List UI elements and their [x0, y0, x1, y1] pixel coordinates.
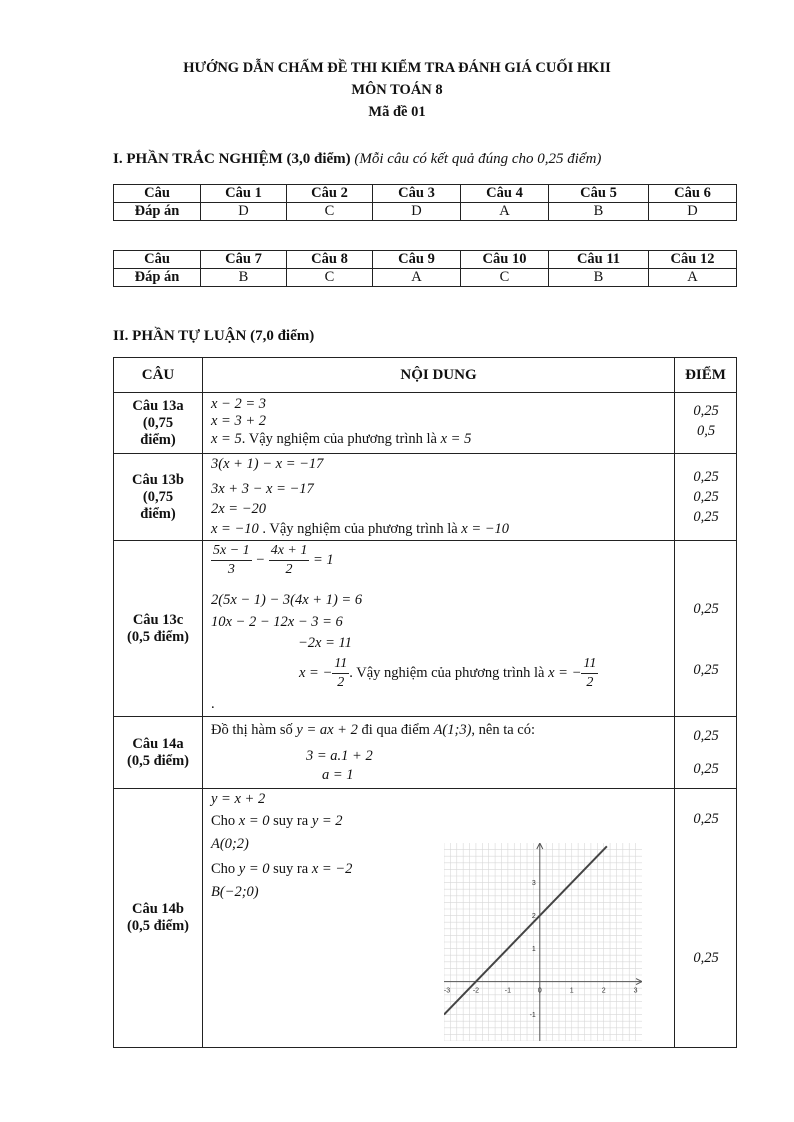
math: x = −	[299, 664, 333, 681]
question-cell: Câu 1	[201, 185, 287, 203]
question-cell: Câu 8	[287, 251, 373, 269]
question-label: Câu 13b (0,75 điểm)	[114, 454, 203, 541]
table-row	[114, 789, 737, 1048]
trailing-dot: .	[211, 696, 215, 712]
step-line: y = x + 2	[211, 791, 266, 807]
math: y = 2	[311, 813, 343, 829]
row-label: Câu	[114, 185, 201, 203]
answer-cell: D	[649, 203, 737, 221]
x-tick-label: -1	[504, 987, 511, 995]
fraction	[211, 542, 252, 579]
col-question: CÂU	[114, 358, 203, 393]
step-line: a = 1	[322, 767, 354, 783]
step-line	[211, 861, 352, 878]
question-cell: Câu 6	[649, 185, 737, 203]
question-cell: Câu 4	[461, 185, 549, 203]
row-label: Đáp án	[114, 203, 201, 221]
answer-cell: C	[287, 203, 373, 221]
numerator: 11	[581, 655, 598, 674]
math: x = −	[548, 664, 582, 681]
math: x = −2	[311, 861, 353, 877]
part1-note: (Mỗi câu có kết quả đúng cho 0,25 điểm)	[354, 151, 602, 167]
table-row	[114, 541, 737, 717]
answer-cell: A	[649, 269, 737, 287]
math: y = ax + 2	[296, 722, 358, 738]
math: x = 5	[211, 431, 242, 447]
answer-cell: B	[549, 269, 649, 287]
fraction	[332, 655, 349, 692]
answer-cell: C	[461, 269, 549, 287]
table-row	[114, 454, 737, 541]
conclusion-line	[211, 431, 471, 448]
question-label: Câu 13a (0,75 điểm)	[114, 393, 203, 454]
text: Cho	[211, 861, 239, 877]
operator: −	[255, 551, 266, 568]
x-tick-label: 2	[601, 987, 606, 995]
statement-line	[211, 722, 535, 739]
table-row	[114, 251, 737, 269]
numerator: 11	[332, 655, 349, 674]
conclusion-line	[211, 521, 509, 538]
answer-cell: A	[461, 203, 549, 221]
text: suy ra	[269, 813, 312, 829]
row-label: Câu	[114, 251, 201, 269]
x-tick-label: -2	[472, 987, 480, 995]
part1-heading-text: I. PHẦN TRẮC NGHIỆM (3,0 điểm)	[113, 151, 351, 167]
question-cell: Câu 9	[373, 251, 461, 269]
answer-content	[203, 717, 675, 789]
operator: = 1	[313, 551, 334, 568]
step-line: −2x = 11	[298, 635, 352, 651]
table-row	[114, 269, 737, 287]
table-row	[114, 717, 737, 789]
math: x = −10	[461, 521, 510, 537]
x-tick-label: 1	[569, 987, 574, 995]
question-label: Câu 14b (0,5 điểm)	[114, 789, 203, 1048]
question-cell: Câu 12	[649, 251, 737, 269]
answer-cell: A	[373, 269, 461, 287]
points-cell	[675, 717, 737, 789]
text: suy ra	[269, 861, 312, 877]
doc-subject: MÔN TOÁN 8	[351, 82, 443, 98]
x-tick-label: -3	[444, 987, 451, 995]
point-value: 0,25	[693, 601, 719, 617]
answer-content	[203, 541, 675, 717]
step-line	[211, 813, 343, 830]
point-value: 0,25	[693, 469, 719, 485]
question-cell: Câu 11	[549, 251, 649, 269]
text: , nên ta có:	[471, 722, 536, 738]
point-value: 0,25	[693, 509, 719, 525]
math: A(1;3)	[433, 722, 472, 738]
point-a: A(0;2)	[211, 836, 249, 852]
x-tick-label: 3	[633, 987, 638, 995]
step-line: x − 2 = 3	[211, 396, 267, 412]
step-line: 2(5x − 1) − 3(4x + 1) = 6	[211, 592, 363, 608]
step-line: 3x + 3 − x = −17	[211, 481, 314, 497]
points-cell	[675, 541, 737, 717]
question-cell: Câu 3	[373, 185, 461, 203]
y-tick-label: 3	[531, 880, 536, 888]
denominator: 2	[285, 562, 293, 577]
fraction-equation	[211, 542, 334, 579]
answer-content	[203, 789, 675, 1048]
table-row	[114, 203, 737, 221]
answer-cell: C	[287, 269, 373, 287]
part1-heading	[113, 151, 601, 168]
answer-cell: D	[201, 203, 287, 221]
y-tick-label: 2	[531, 913, 536, 921]
col-points: ĐIỂM	[675, 358, 737, 393]
y-tick-label: -1	[529, 1012, 536, 1020]
table-header	[114, 358, 737, 393]
points-cell	[675, 789, 737, 1048]
point-value: 0,25	[693, 403, 719, 419]
x-tick-label: 0	[537, 987, 542, 995]
answer-cell: B	[201, 269, 287, 287]
step-line: x = 3 + 2	[211, 413, 267, 429]
point-value: 0,25	[693, 728, 719, 744]
point-value: 0,25	[693, 811, 719, 827]
text: đi qua điểm	[357, 722, 434, 738]
table-row	[114, 393, 737, 454]
step-line: 10x − 2 − 12x − 3 = 6	[211, 614, 343, 630]
numerator: 4x + 1	[269, 542, 310, 561]
answer-cell: D	[373, 203, 461, 221]
question-cell: Câu 7	[201, 251, 287, 269]
conclusion-line	[299, 655, 598, 692]
col-content: NỘI DUNG	[203, 358, 675, 393]
step-line: 3 = a.1 + 2	[306, 748, 373, 764]
question-label: Câu 13c (0,5 điểm)	[114, 541, 203, 717]
math: x = −10	[211, 521, 259, 537]
answer-table-1	[113, 184, 737, 221]
answer-content	[203, 454, 675, 541]
points-cell	[675, 393, 737, 454]
fraction	[269, 542, 310, 579]
fraction	[581, 655, 598, 692]
answer-cell: B	[549, 203, 649, 221]
row-label: Đáp án	[114, 269, 201, 287]
text: . Vậy nghiệm của phương trình là	[349, 664, 545, 681]
denominator: 2	[586, 675, 594, 690]
text: . Vậy nghiệm của phương trình là	[258, 521, 462, 537]
math: x = 5	[440, 431, 472, 447]
text: Đồ thị hàm số	[211, 722, 297, 738]
y-tick-label: 1	[531, 946, 536, 954]
doc-code: Mã đề 01	[368, 104, 426, 120]
step-line: 3(x + 1) − x = −17	[211, 456, 324, 472]
function-graph	[444, 843, 642, 1041]
question-cell: Câu 2	[287, 185, 373, 203]
points-cell	[675, 454, 737, 541]
text: . Vậy nghiệm của phương trình là	[241, 431, 441, 447]
text: Cho	[211, 813, 239, 829]
question-cell: Câu 10	[461, 251, 549, 269]
denominator: 2	[337, 675, 345, 690]
answer-content	[203, 393, 675, 454]
point-value: 0,25	[693, 950, 719, 966]
point-value: 0,25	[693, 662, 719, 678]
point-value: 0,5	[696, 423, 716, 439]
step-line: 2x = −20	[211, 501, 267, 517]
math: x = 0	[238, 813, 270, 829]
point-value: 0,25	[693, 489, 719, 505]
series-line	[444, 846, 607, 1014]
essay-table	[113, 357, 737, 1048]
doc-title: HƯỚNG DẪN CHẤM ĐỀ THI KIỂM TRA ĐÁNH GIÁ CUỐI HKII	[183, 60, 611, 76]
answer-table-2	[113, 250, 737, 287]
question-label: Câu 14a (0,5 điểm)	[114, 717, 203, 789]
point-value: 0,25	[693, 761, 719, 777]
table-row	[114, 185, 737, 203]
question-cell: Câu 5	[549, 185, 649, 203]
numerator: 5x − 1	[211, 542, 252, 561]
denominator: 3	[227, 562, 235, 577]
part2-heading: II. PHẦN TỰ LUẬN (7,0 điểm)	[113, 328, 315, 344]
point-b: B(−2;0)	[211, 884, 259, 900]
math: y = 0	[238, 861, 270, 877]
